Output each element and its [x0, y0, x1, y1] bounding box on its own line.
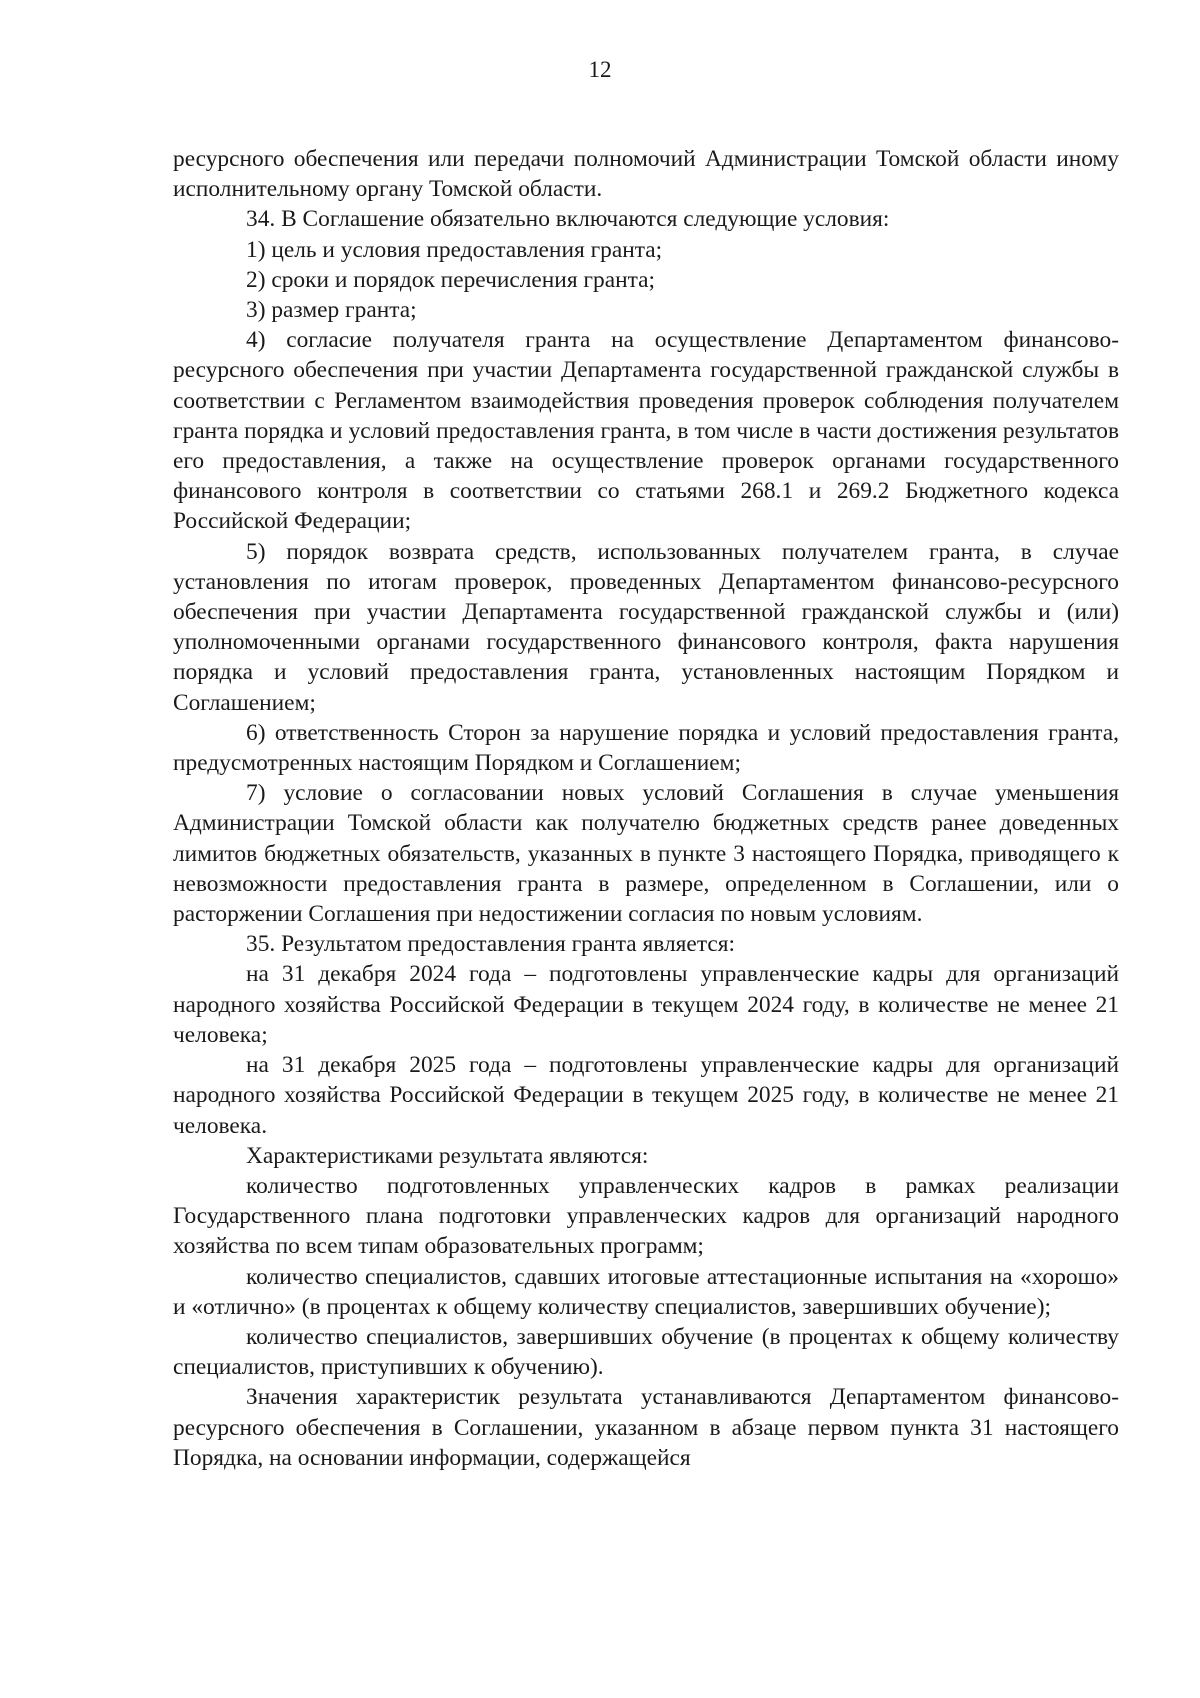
list-item-4: 4) согласие получателя гранта на осуществление Департаментом финансово-ресурсного обеспечения при участии Департамента государственной гражданской службы в соответствии с Регламентом взаимодействия проведения проверок соблюдения получателем гранта порядка и условий предоставления гранта, в том числе в части достижения результатов его предоставления, а также на осуществление проверок органами государственного финансового контроля в соответствии со статьями 268.1 и 269.2 Бюджетного кодекса Российской Федерации; — [173, 327, 1119, 535]
list-item-6: 6) ответственность Сторон за нарушение порядка и условий предоставления гранта, предусмотренных настоящим Порядком и Соглашением; — [173, 719, 1119, 777]
paragraph-clause-34: 34. В Соглашение обязательно включаются следующие условия: — [246, 206, 890, 233]
paragraph-values: Значения характеристик результата устанавливаются Департаментом финансово-ресурсного обеспечения в Соглашении, указанном в абзаце первом пункта 31 настоящего Порядка, на основании информации, содержащейся — [173, 1384, 1119, 1471]
paragraph-continuation: ресурсного обеспечения или передачи полномочий Администрации Томской области иному исполнительному органу Томской области. — [173, 146, 1119, 203]
characteristic-1: количество подготовленных управленческих кадров в рамках реализации Государственного плана подготовки управленческих кадров для организаций народного хозяйства по всем типам образовательных программ; — [173, 1172, 1119, 1260]
list-item-2: 2) сроки и порядок перечисления гранта; — [246, 266, 656, 293]
list-item-3: 3) размер гранта; — [246, 297, 417, 324]
result-2024: на 31 декабря 2024 года – подготовлены управленческие кадры для организаций народного хозяйства Российской Федерации в текущем 2024 году, в количестве не менее 21 человека; — [173, 961, 1119, 1048]
characteristic-3: количество специалистов, завершивших обучение (в процентах к общему количеству специалистов, приступивших к обучению). — [173, 1323, 1119, 1381]
characteristics-heading: Характеристиками результата являются: — [246, 1142, 649, 1169]
list-item-5: 5) порядок возврата средств, использованных получателем гранта, в случае установления по итогам проверок, проведенных Департаментом финансово-ресурсного обеспечения при участии Департамента государственной гражданской службы и (или) уполномоченными органами государственного финансового контроля, факта нарушения порядка и условий предоставления гранта, установленных настоящим Порядком и Соглашением; — [173, 538, 1119, 716]
list-item-7: 7) условие о согласовании новых условий Соглашения в случае уменьшения Администрации Томской области как получателю бюджетных средств ранее доведенных лимитов бюджетных обязательств, указанных в пункте 3 настоящего Порядка, приводящего к невозможности предоставления гранта в размере, определенном в Соглашении, или о расторжении Соглашения при недостижении согласия по новым условиям. — [173, 780, 1119, 928]
page-number: 12 — [588, 57, 612, 82]
list-item-1: 1) цель и условия предоставления гранта; — [246, 236, 663, 263]
result-2025: на 31 декабря 2025 года – подготовлены управленческие кадры для организаций народного хозяйства Российской Федерации в текущем 2025 году, в количестве не менее 21 человека. — [173, 1052, 1119, 1139]
document-body — [173, 144, 1119, 1473]
paragraph-clause-35: 35. Результатом предоставления гранта является: — [246, 931, 735, 958]
characteristic-2: количество специалистов, сдавших итоговые аттестационные испытания на «хорошо» и «отлично» (в процентах к общему количеству специалистов, завершивших обучение); — [173, 1263, 1119, 1320]
